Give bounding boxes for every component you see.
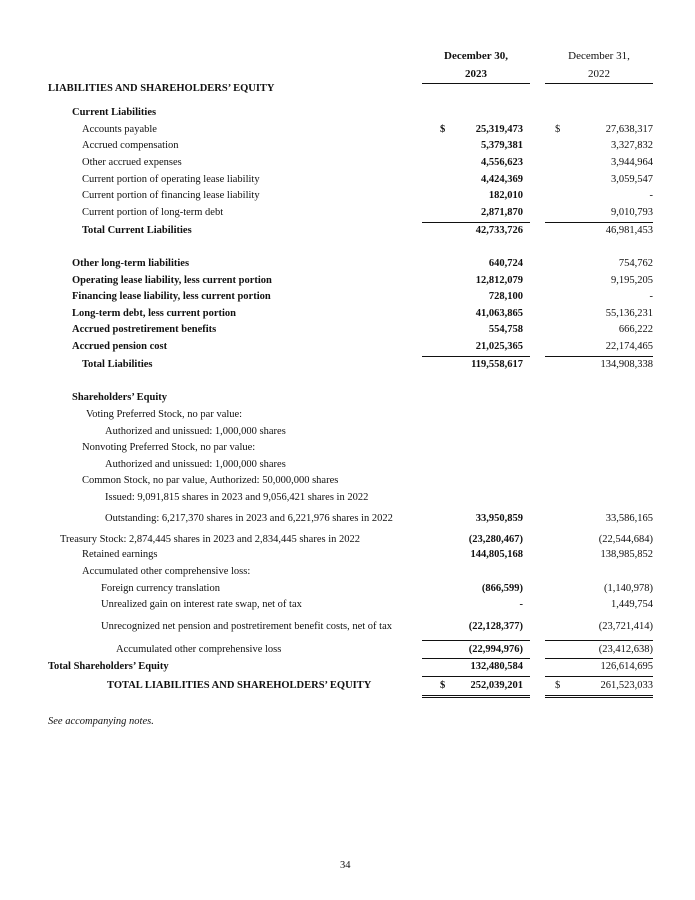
value-2023: 728,100	[488, 291, 523, 302]
dollar-sign: $	[555, 680, 561, 691]
value-2023: (22,128,377)	[468, 621, 523, 632]
col-header-2022	[545, 47, 653, 83]
rule	[545, 356, 653, 357]
rule	[422, 640, 530, 641]
dollar-sign: $	[555, 124, 561, 135]
value-2023: 182,010	[488, 190, 523, 201]
row-label: Nonvoting Preferred Stock, no par value:	[82, 442, 256, 453]
row-nonvoting-pref	[0, 442, 695, 458]
value-2022: -	[649, 190, 653, 201]
value-2023: 5,379,381	[481, 140, 523, 151]
section-title: LIABILITIES AND SHAREHOLDERS’ EQUITY	[48, 83, 275, 94]
value-2022: 46,981,453	[605, 225, 653, 236]
value-2023: (23,280,467)	[468, 534, 523, 545]
row-label: TOTAL LIABILITIES AND SHAREHOLDERS’ EQUITY	[107, 680, 372, 691]
page-number: 34	[340, 860, 351, 871]
row-label: Operating lease liability, less current portion	[72, 275, 272, 286]
row-nonvoting-pref-auth	[0, 459, 695, 475]
value-2022: 3,944,964	[611, 157, 653, 168]
value-2022: 3,059,547	[611, 174, 653, 185]
row-label: Total Current Liabilities	[82, 225, 192, 236]
row-accounts-payable	[0, 124, 695, 140]
value-2023: 21,025,365	[475, 341, 523, 352]
row-label: Total Shareholders’ Equity	[48, 661, 169, 672]
row-label: Accumulated other comprehensive loss	[116, 644, 282, 655]
value-2023: 33,950,859	[475, 513, 523, 524]
row-shareholders-equity-heading	[0, 392, 695, 408]
dollar-sign: $	[440, 680, 446, 691]
value-2022: (1,140,978)	[604, 583, 653, 594]
double-rule	[545, 695, 653, 696]
header-underline-2023	[422, 83, 530, 84]
row-label: Current portion of financing lease liability	[82, 190, 260, 201]
row-fin-lease-lt	[0, 291, 695, 307]
col-header-2022-line2: 2022	[588, 68, 610, 80]
rule	[422, 356, 530, 357]
value-2022: 261,523,033	[600, 680, 653, 691]
value-2022: 22,174,465	[605, 341, 653, 352]
row-pension	[0, 341, 695, 357]
rule	[422, 658, 530, 659]
value-2022: 1,449,754	[611, 599, 653, 610]
row-label: Accrued compensation	[82, 140, 179, 151]
rule	[545, 640, 653, 641]
row-aoci-heading	[0, 566, 695, 582]
row-total-equity	[0, 661, 695, 677]
row-grand-total	[0, 680, 695, 696]
row-issued	[0, 492, 695, 508]
row-ltd-lt	[0, 308, 695, 324]
row-treasury	[0, 534, 695, 550]
row-fx	[0, 583, 695, 599]
row-retained	[0, 549, 695, 565]
row-total-current	[0, 225, 695, 241]
row-label: Accumulated other comprehensive loss:	[82, 566, 251, 577]
row-label: Total Liabilities	[82, 359, 153, 370]
row-label: Accrued pension cost	[72, 341, 168, 352]
row-label: Current Liabilities	[72, 107, 157, 118]
value-2023: 42,733,726	[475, 225, 523, 236]
value-2022: 126,614,695	[600, 661, 653, 672]
row-label: Other long-term liabilities	[72, 258, 190, 269]
rule	[545, 658, 653, 659]
value-2022: 55,136,231	[605, 308, 653, 319]
row-swap	[0, 599, 695, 615]
row-label: Unrecognized net pension and postretirement benefit costs, net of tax	[101, 621, 392, 632]
value-2022: (23,721,414)	[598, 621, 653, 632]
row-fin-lease-current	[0, 190, 695, 206]
value-2022: 27,638,317	[605, 124, 653, 135]
row-label: Current portion of long-term debt	[82, 207, 224, 218]
col-header-2022-line1: December 31,	[568, 50, 630, 62]
value-2023: 132,480,584	[470, 661, 523, 672]
value-2023: (22,994,976)	[468, 644, 523, 655]
dollar-sign: $	[440, 124, 446, 135]
row-voting-pref-auth	[0, 426, 695, 442]
value-2022: -	[649, 291, 653, 302]
row-label: Long-term debt, less current portion	[72, 308, 236, 319]
value-2023: 640,724	[488, 258, 523, 269]
row-postretirement	[0, 324, 695, 340]
row-label: Foreign currency translation	[101, 583, 220, 594]
footnote: See accompanying notes.	[48, 716, 154, 727]
value-2022: 3,327,832	[611, 140, 653, 151]
row-label: Authorized and unissued: 1,000,000 shares	[105, 426, 286, 437]
value-2023: 119,558,617	[471, 359, 523, 370]
row-label: Authorized and unissued: 1,000,000 shares	[105, 459, 286, 470]
value-2022: (23,412,638)	[598, 644, 653, 655]
rule	[545, 222, 653, 223]
value-2023: 12,812,079	[475, 275, 523, 286]
row-current-liabilities	[0, 107, 695, 123]
value-2023: 4,424,369	[481, 174, 523, 185]
row-other-accrued	[0, 157, 695, 173]
row-total-liabilities	[0, 359, 695, 375]
value-2023: 554,758	[488, 324, 523, 335]
double-rule	[545, 697, 653, 698]
value-2022: (22,544,684)	[598, 534, 653, 545]
row-label: Financing lease liability, less current portion	[72, 291, 271, 302]
value-2022: 666,222	[618, 324, 653, 335]
value-2023: 41,063,865	[475, 308, 523, 319]
row-accrued-compensation	[0, 140, 695, 156]
value-2023: 144,805,168	[470, 549, 523, 560]
value-2022: 9,010,793	[611, 207, 653, 218]
header-underline-2022	[545, 83, 653, 84]
value-2022: 138,985,852	[600, 549, 653, 560]
row-pension-aoci	[0, 621, 695, 637]
value-2023: -	[519, 599, 523, 610]
col-header-2023	[422, 47, 530, 83]
value-2022: 754,762	[618, 258, 653, 269]
row-label: Treasury Stock: 2,874,445 shares in 2023 and 2,834,445 shares in 2022	[60, 534, 361, 545]
row-label: Issued: 9,091,815 shares in 2023 and 9,056,421 shares in 2022	[105, 492, 369, 503]
row-label: Current portion of operating lease liability	[82, 174, 260, 185]
row-label: Accrued postretirement benefits	[72, 324, 217, 335]
value-2022: 9,195,205	[611, 275, 653, 286]
row-label: Outstanding: 6,217,370 shares in 2023 and 6,221,976 shares in 2022	[105, 513, 393, 524]
row-outstanding	[0, 513, 695, 529]
rule	[422, 676, 530, 677]
value-2023: 4,556,623	[481, 157, 523, 168]
row-other-lt	[0, 258, 695, 274]
row-voting-pref	[0, 409, 695, 425]
row-common-stock	[0, 475, 695, 491]
rule	[422, 222, 530, 223]
row-label: Voting Preferred Stock, no par value:	[86, 409, 243, 420]
row-label: Shareholders’ Equity	[72, 392, 168, 403]
double-rule	[422, 697, 530, 698]
row-label: Other accrued expenses	[82, 157, 182, 168]
value-2023: 25,319,473	[475, 124, 523, 135]
value-2023: 252,039,201	[470, 680, 523, 691]
double-rule	[422, 695, 530, 696]
value-2022: 134,908,338	[600, 359, 653, 370]
row-ltd-current	[0, 207, 695, 223]
col-header-2023-line1: December 30,	[444, 50, 508, 62]
row-op-lease-lt	[0, 275, 695, 291]
value-2023: (866,599)	[481, 583, 523, 594]
row-label: Common Stock, no par value, Authorized: 50,000,000 shares	[82, 475, 339, 486]
row-label: Accounts payable	[82, 124, 157, 135]
rule	[545, 676, 653, 677]
col-header-2023-line2: 2023	[465, 68, 487, 80]
row-op-lease-current	[0, 174, 695, 190]
value-2022: 33,586,165	[605, 513, 653, 524]
row-label: Retained earnings	[82, 549, 158, 560]
value-2023: 2,871,870	[481, 207, 523, 218]
row-label: Unrealized gain on interest rate swap, net of tax	[101, 599, 302, 610]
